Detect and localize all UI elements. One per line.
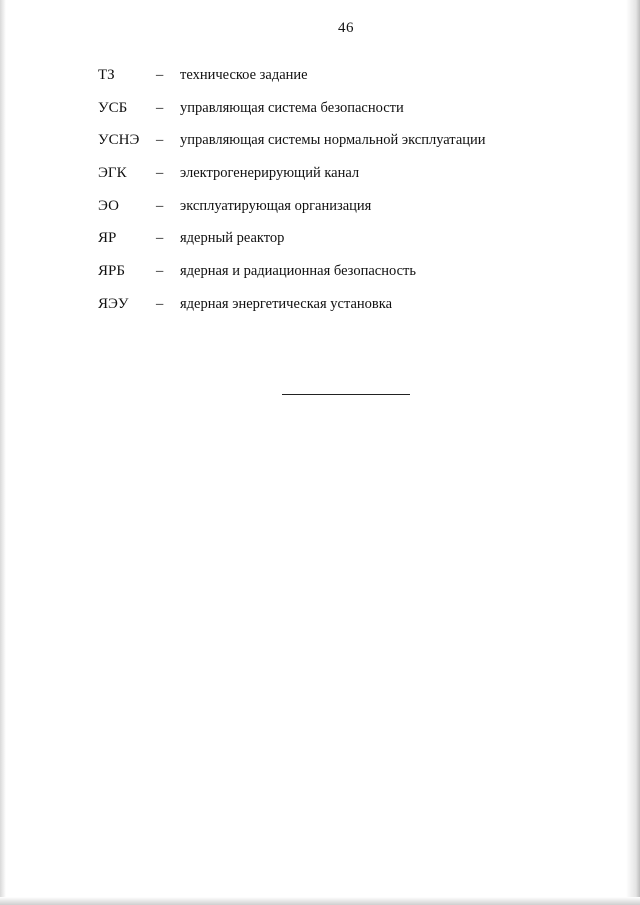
abbreviation-list [98, 67, 558, 329]
abbreviation-term: ЯЭУ [98, 295, 129, 312]
abbreviation-row [98, 165, 558, 198]
abbreviation-dash: – [156, 99, 164, 116]
abbreviation-term: ТЗ [98, 67, 115, 83]
abbreviation-definition: техническое задание [180, 67, 308, 83]
page-edge-right [626, 0, 640, 905]
end-of-section-rule [282, 394, 410, 395]
abbreviation-definition: ядерный реактор [180, 230, 285, 247]
abbreviation-row [98, 230, 558, 263]
abbreviation-definition: ядерная и радиационная безопасность [180, 263, 416, 280]
abbreviation-dash: – [156, 165, 164, 182]
abbreviation-term: ЭО [98, 197, 119, 214]
abbreviation-definition: электрогенерирующий канал [180, 165, 360, 182]
abbreviation-row [98, 67, 558, 100]
abbreviation-dash: – [156, 230, 164, 247]
abbreviation-row [98, 100, 558, 133]
page-edge-bottom [0, 897, 640, 905]
abbreviation-dash: – [156, 295, 164, 312]
abbreviation-definition: ядерная энергетическая установка [180, 295, 393, 312]
abbreviation-dash: – [156, 132, 164, 149]
abbreviation-row [98, 263, 558, 296]
abbreviation-row [98, 198, 558, 231]
abbreviation-definition: управляющая система безопасности [180, 99, 404, 116]
abbreviation-term: ЯР [98, 230, 117, 247]
abbreviation-dash: – [156, 197, 164, 214]
abbreviation-dash: – [156, 67, 164, 83]
abbreviation-term: ЯРБ [98, 263, 125, 280]
page-number: 46 [338, 20, 354, 36]
abbreviation-term: ЭГК [98, 165, 127, 182]
abbreviation-definition: эксплуатирующая организация [180, 197, 372, 214]
abbreviation-definition: управляющая системы нормальной эксплуатации [180, 132, 486, 149]
abbreviation-row [98, 132, 558, 165]
abbreviation-term: УСНЭ [98, 132, 140, 149]
abbreviation-term: УСБ [98, 99, 128, 116]
abbreviation-dash: – [156, 263, 164, 280]
page-edge-left [0, 0, 6, 905]
abbreviation-row [98, 296, 558, 329]
